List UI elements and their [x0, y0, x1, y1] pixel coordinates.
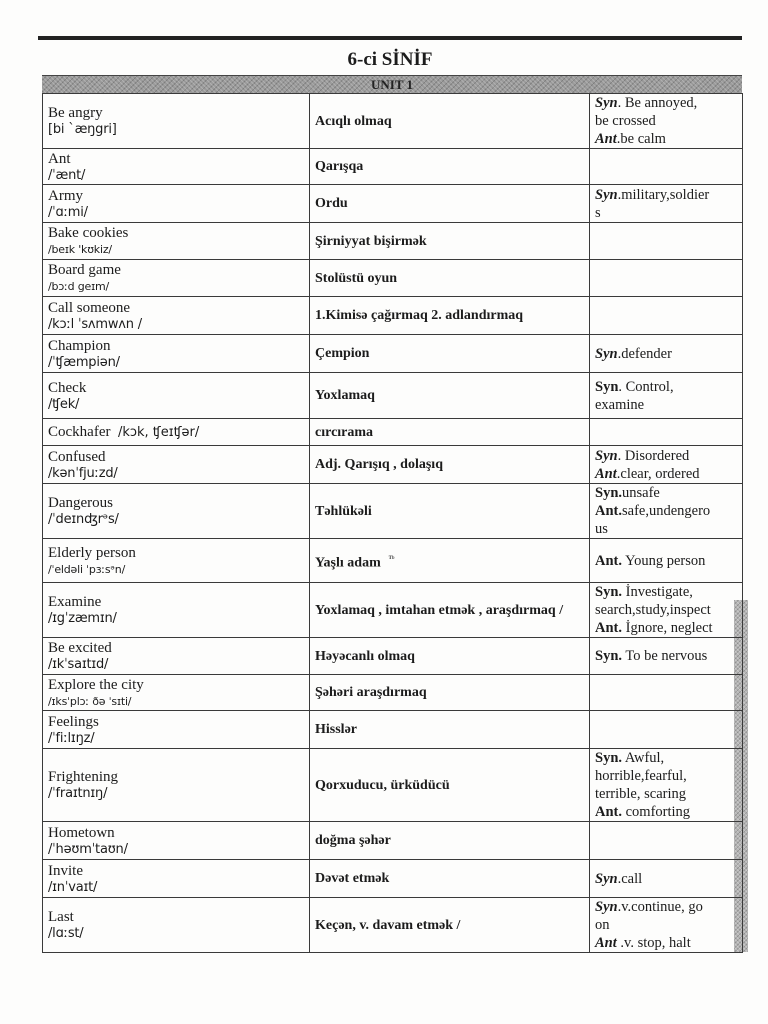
table-row: [43, 822, 743, 860]
english-word: Last: [48, 909, 74, 925]
note-text: s: [595, 204, 601, 221]
top-rule: [38, 36, 742, 40]
translation: cırcırama: [315, 424, 374, 440]
note-label: Ant.: [595, 503, 622, 519]
note-text: .be calm: [616, 131, 666, 147]
note-line: [595, 465, 737, 483]
note-text: horrible,fearful,: [595, 768, 687, 784]
table-row: [43, 749, 743, 822]
word-cell: [43, 638, 310, 675]
word-cell: [43, 446, 310, 484]
note-text: İgnore, neglect: [622, 620, 713, 636]
note-text: us: [595, 521, 608, 537]
translation: Təhlükəli: [315, 503, 372, 519]
synonym-antonym-cell: [590, 260, 743, 297]
note-text: be crossed: [595, 113, 656, 129]
table-row: [43, 149, 743, 185]
note-line: [595, 502, 737, 520]
note-text: . Be annoyed,: [617, 95, 698, 111]
english-word: Feelings: [48, 713, 99, 730]
translation-cell: [310, 583, 590, 638]
translation-cell: [310, 711, 590, 749]
synonym-antonym-cell: [590, 185, 743, 223]
note-line: [595, 520, 737, 538]
word-cell: [43, 539, 310, 583]
note-line: [595, 934, 737, 952]
translation: Qorxuducu, ürküdücü: [315, 777, 450, 793]
transcription: /ˈhəʊmˈtaʊn/: [48, 841, 128, 857]
translation-cell: [310, 539, 590, 583]
note-label: Syn: [595, 447, 618, 464]
note-line: [595, 785, 737, 803]
translation: Qarışqa: [315, 159, 364, 174]
translation: 1.Kimisə çağırmaq 2. adlandırmaq: [315, 308, 524, 323]
translation: Yaşlı adam: [315, 555, 381, 571]
note-label: Syn: [595, 186, 618, 203]
note-line: [595, 204, 737, 222]
synonym-antonym-cell: [590, 149, 743, 185]
synonym-antonym-cell: [590, 484, 743, 539]
english-word: Frightening: [48, 769, 118, 785]
note-label: Syn: [595, 95, 618, 111]
table-row: [43, 484, 743, 539]
note-text: .defender: [617, 345, 672, 362]
unit-heading: UNIT 1: [42, 75, 742, 94]
note-text: . Disordered: [617, 447, 690, 464]
note-label: Syn.: [595, 584, 623, 600]
translation-cell: [310, 638, 590, 675]
english-word: Explore the city: [48, 676, 144, 693]
note-line: [595, 749, 737, 767]
note-line: [595, 112, 737, 130]
note-line: [595, 130, 737, 148]
note-text: .military,soldier: [617, 186, 710, 203]
translation-cell: [310, 446, 590, 484]
translation: Həyəcanlı olmaq: [315, 648, 415, 664]
translation-cell: [310, 260, 590, 297]
synonym-antonym-cell: [590, 583, 743, 638]
note-text: unsafe: [622, 485, 660, 501]
english-word: Be angry: [48, 105, 103, 121]
translation-cell: [310, 94, 590, 149]
table-row: [43, 260, 743, 297]
english-word: Champion: [48, 337, 111, 354]
english-word: Examine: [48, 594, 102, 610]
word-cell: [43, 860, 310, 898]
english-word: Dangerous: [48, 495, 113, 511]
table-row: [43, 711, 743, 749]
table-row: [43, 675, 743, 711]
english-word: Invite: [48, 862, 83, 879]
note-line: [595, 767, 737, 785]
translation-cell: [310, 185, 590, 223]
note-line: [595, 870, 737, 888]
transcription: [bi `æŋgri]: [48, 122, 117, 137]
translation-cell: [310, 419, 590, 446]
english-word: Hometown: [48, 824, 115, 841]
english-word: Call someone: [48, 299, 131, 316]
word-cell: [43, 260, 310, 297]
transcription: /ˈdeɪnʤrᵊs/: [48, 512, 119, 527]
table-row: [43, 94, 743, 149]
note-line: [595, 619, 737, 637]
page-title: 6-ci SİNİF: [347, 49, 433, 70]
note-label: Syn: [595, 345, 618, 362]
word-cell: [43, 149, 310, 185]
transcription: /kɔk, ʧeɪʧər/: [117, 424, 200, 440]
note-text: .clear, ordered: [616, 465, 700, 482]
synonym-antonym-cell: [590, 822, 743, 860]
table-row: [43, 583, 743, 638]
english-word: Elderly person: [48, 544, 136, 561]
note-label: Syn.: [595, 485, 623, 501]
translation: Yoxlamaq , imtahan etmək , araşdırmaq /: [315, 602, 564, 618]
note-label: Syn.: [595, 648, 623, 664]
note-line: [595, 447, 737, 465]
note-line: [595, 94, 737, 112]
table-row: [43, 185, 743, 223]
translation-cell: [310, 898, 590, 953]
table-row: [43, 898, 743, 953]
note-line: [595, 803, 737, 821]
translation: doğma şəhər: [315, 833, 391, 848]
table-row: [43, 860, 743, 898]
table-row: [43, 446, 743, 484]
note-line: [595, 898, 737, 916]
translation-cell: [310, 860, 590, 898]
note-text: İnvestigate,: [622, 584, 693, 600]
synonym-antonym-cell: [590, 446, 743, 484]
word-cell: [43, 484, 310, 539]
translation-cell: [310, 822, 590, 860]
note-text: search,study,inspect: [595, 602, 711, 618]
translation: Dəvət etmək: [315, 871, 390, 886]
translation-cell: [310, 335, 590, 373]
note-line: [595, 378, 737, 396]
english-word: Ant: [48, 150, 71, 167]
translation: Şəhəri araşdırmaq: [315, 685, 427, 700]
translation-cell: [310, 223, 590, 260]
transcription: /lɑːst/: [48, 926, 84, 941]
synonym-antonym-cell: [590, 373, 743, 419]
transcription: /ɪgˈzæmɪn/: [48, 611, 117, 626]
word-cell: [43, 675, 310, 711]
translation: Hisslər: [315, 722, 357, 737]
note-line: [595, 552, 737, 570]
note-text: To be nervous: [622, 648, 708, 664]
word-cell: [43, 94, 310, 149]
synonym-antonym-cell: [590, 749, 743, 822]
word-cell: [43, 223, 310, 260]
transcription: /kɔːl ˈsʌmwʌn /: [48, 316, 142, 332]
note-label: Syn: [595, 378, 619, 395]
note-text: comforting: [622, 804, 691, 820]
note-text: examine: [595, 396, 645, 413]
table-row: [43, 223, 743, 260]
synonym-antonym-cell: [590, 223, 743, 260]
word-cell: [43, 583, 310, 638]
transcription: /ɪnˈvaɪt/: [48, 879, 98, 895]
table-row: [43, 373, 743, 419]
note-label: Syn: [595, 899, 618, 915]
note-text: . Control,: [618, 378, 674, 395]
synonym-antonym-cell: [590, 335, 743, 373]
translation: Şirniyyat bişirmək: [315, 233, 427, 249]
synonym-antonym-cell: [590, 419, 743, 446]
note-label: Ant: [595, 935, 617, 951]
translation: Acıqlı olmaq: [315, 113, 392, 129]
note-text: .call: [617, 870, 643, 887]
note-label: Ant: [595, 131, 617, 147]
translation: Stolüstü oyun: [315, 270, 398, 286]
translation: Ordu: [315, 196, 348, 211]
note-label: Ant.: [595, 552, 622, 569]
translation-cell: [310, 675, 590, 711]
english-word: Board game: [48, 262, 121, 278]
note-text: Young person: [622, 552, 706, 569]
transcription: /ˈænt/: [48, 167, 86, 183]
note-line: [595, 345, 737, 363]
note-line: [595, 601, 737, 619]
note-text: Awful,: [622, 750, 665, 766]
english-word: Confused: [48, 448, 106, 465]
note-line: [595, 583, 737, 601]
note-text: safe,undengero: [622, 503, 711, 519]
english-word: Army: [48, 187, 83, 204]
synonym-antonym-cell: [590, 711, 743, 749]
word-cell: [43, 711, 310, 749]
word-cell: [43, 373, 310, 419]
note-label: Syn.: [595, 750, 623, 766]
transcription: /ˈʧæmpiən/: [48, 354, 120, 370]
word-cell: [43, 822, 310, 860]
note-label: Syn: [595, 870, 618, 887]
note-text: on: [595, 917, 610, 933]
synonym-antonym-cell: [590, 297, 743, 335]
translation: Çempion: [315, 346, 370, 361]
translation-cell: [310, 373, 590, 419]
synonym-antonym-cell: [590, 94, 743, 149]
note-line: [595, 396, 737, 414]
synonym-antonym-cell: [590, 539, 743, 583]
note-label: Ant.: [595, 804, 622, 820]
synonym-antonym-cell: [590, 638, 743, 675]
translation-cell: [310, 149, 590, 185]
english-word: Be excited: [48, 640, 112, 656]
transcription: /beɪk 'kʊkiz/: [48, 243, 112, 256]
transcription: /ˈfiːlɪŋz/: [48, 730, 95, 746]
table-row: [43, 539, 743, 583]
table-row: [43, 335, 743, 373]
transcription: /kənˈfjuːzd/: [48, 465, 118, 481]
table-row: [43, 419, 743, 446]
word-cell: [43, 297, 310, 335]
translation-cell: [310, 297, 590, 335]
transcription: /ɪkˈsaɪtɪd/: [48, 657, 109, 672]
note-text: .v. stop, halt: [616, 935, 691, 951]
table-row: [43, 638, 743, 675]
translation: Yoxlamaq: [315, 388, 375, 403]
transcription: /ˈɑːmi/: [48, 204, 88, 220]
translation: Keçən, v. davam etmək /: [315, 917, 461, 933]
note-label: Ant.: [595, 620, 622, 636]
synonym-antonym-cell: [590, 675, 743, 711]
word-cell: [43, 185, 310, 223]
translation-cell: [310, 484, 590, 539]
note-text: terrible, scaring: [595, 786, 686, 802]
translation-cell: [310, 749, 590, 822]
note-line: [595, 647, 737, 665]
note-label: Ant: [595, 465, 617, 482]
note-line: [595, 186, 737, 204]
note-text: .v.continue, go: [617, 899, 703, 915]
note-line: [595, 916, 737, 934]
word-cell: [43, 419, 310, 446]
translation: Adj. Qarışıq , dolaşıq: [315, 457, 443, 472]
synonym-antonym-cell: [590, 860, 743, 898]
note-line: [595, 484, 737, 502]
transcription: /ʧek/: [48, 396, 80, 412]
word-cell: [43, 749, 310, 822]
transcription: /ˈfraɪtnɪŋ/: [48, 786, 108, 801]
vocabulary-table: [42, 93, 743, 953]
english-word: Check: [48, 379, 87, 396]
transcription: /ˈeldəli ˈpɜːsᵊn/: [48, 562, 126, 576]
synonym-antonym-cell: [590, 898, 743, 953]
english-word: Bake cookies: [48, 225, 129, 241]
word-cell: [43, 335, 310, 373]
word-cell: [43, 898, 310, 953]
transcription: /bɔːd geɪm/: [48, 280, 109, 293]
table-row: [43, 297, 743, 335]
english-word: Cockhafer: [48, 423, 111, 440]
scan-mark: ᵀᵇ: [388, 553, 395, 563]
transcription: /ɪksˈplɔː ðə ˈsɪti/: [48, 694, 132, 708]
